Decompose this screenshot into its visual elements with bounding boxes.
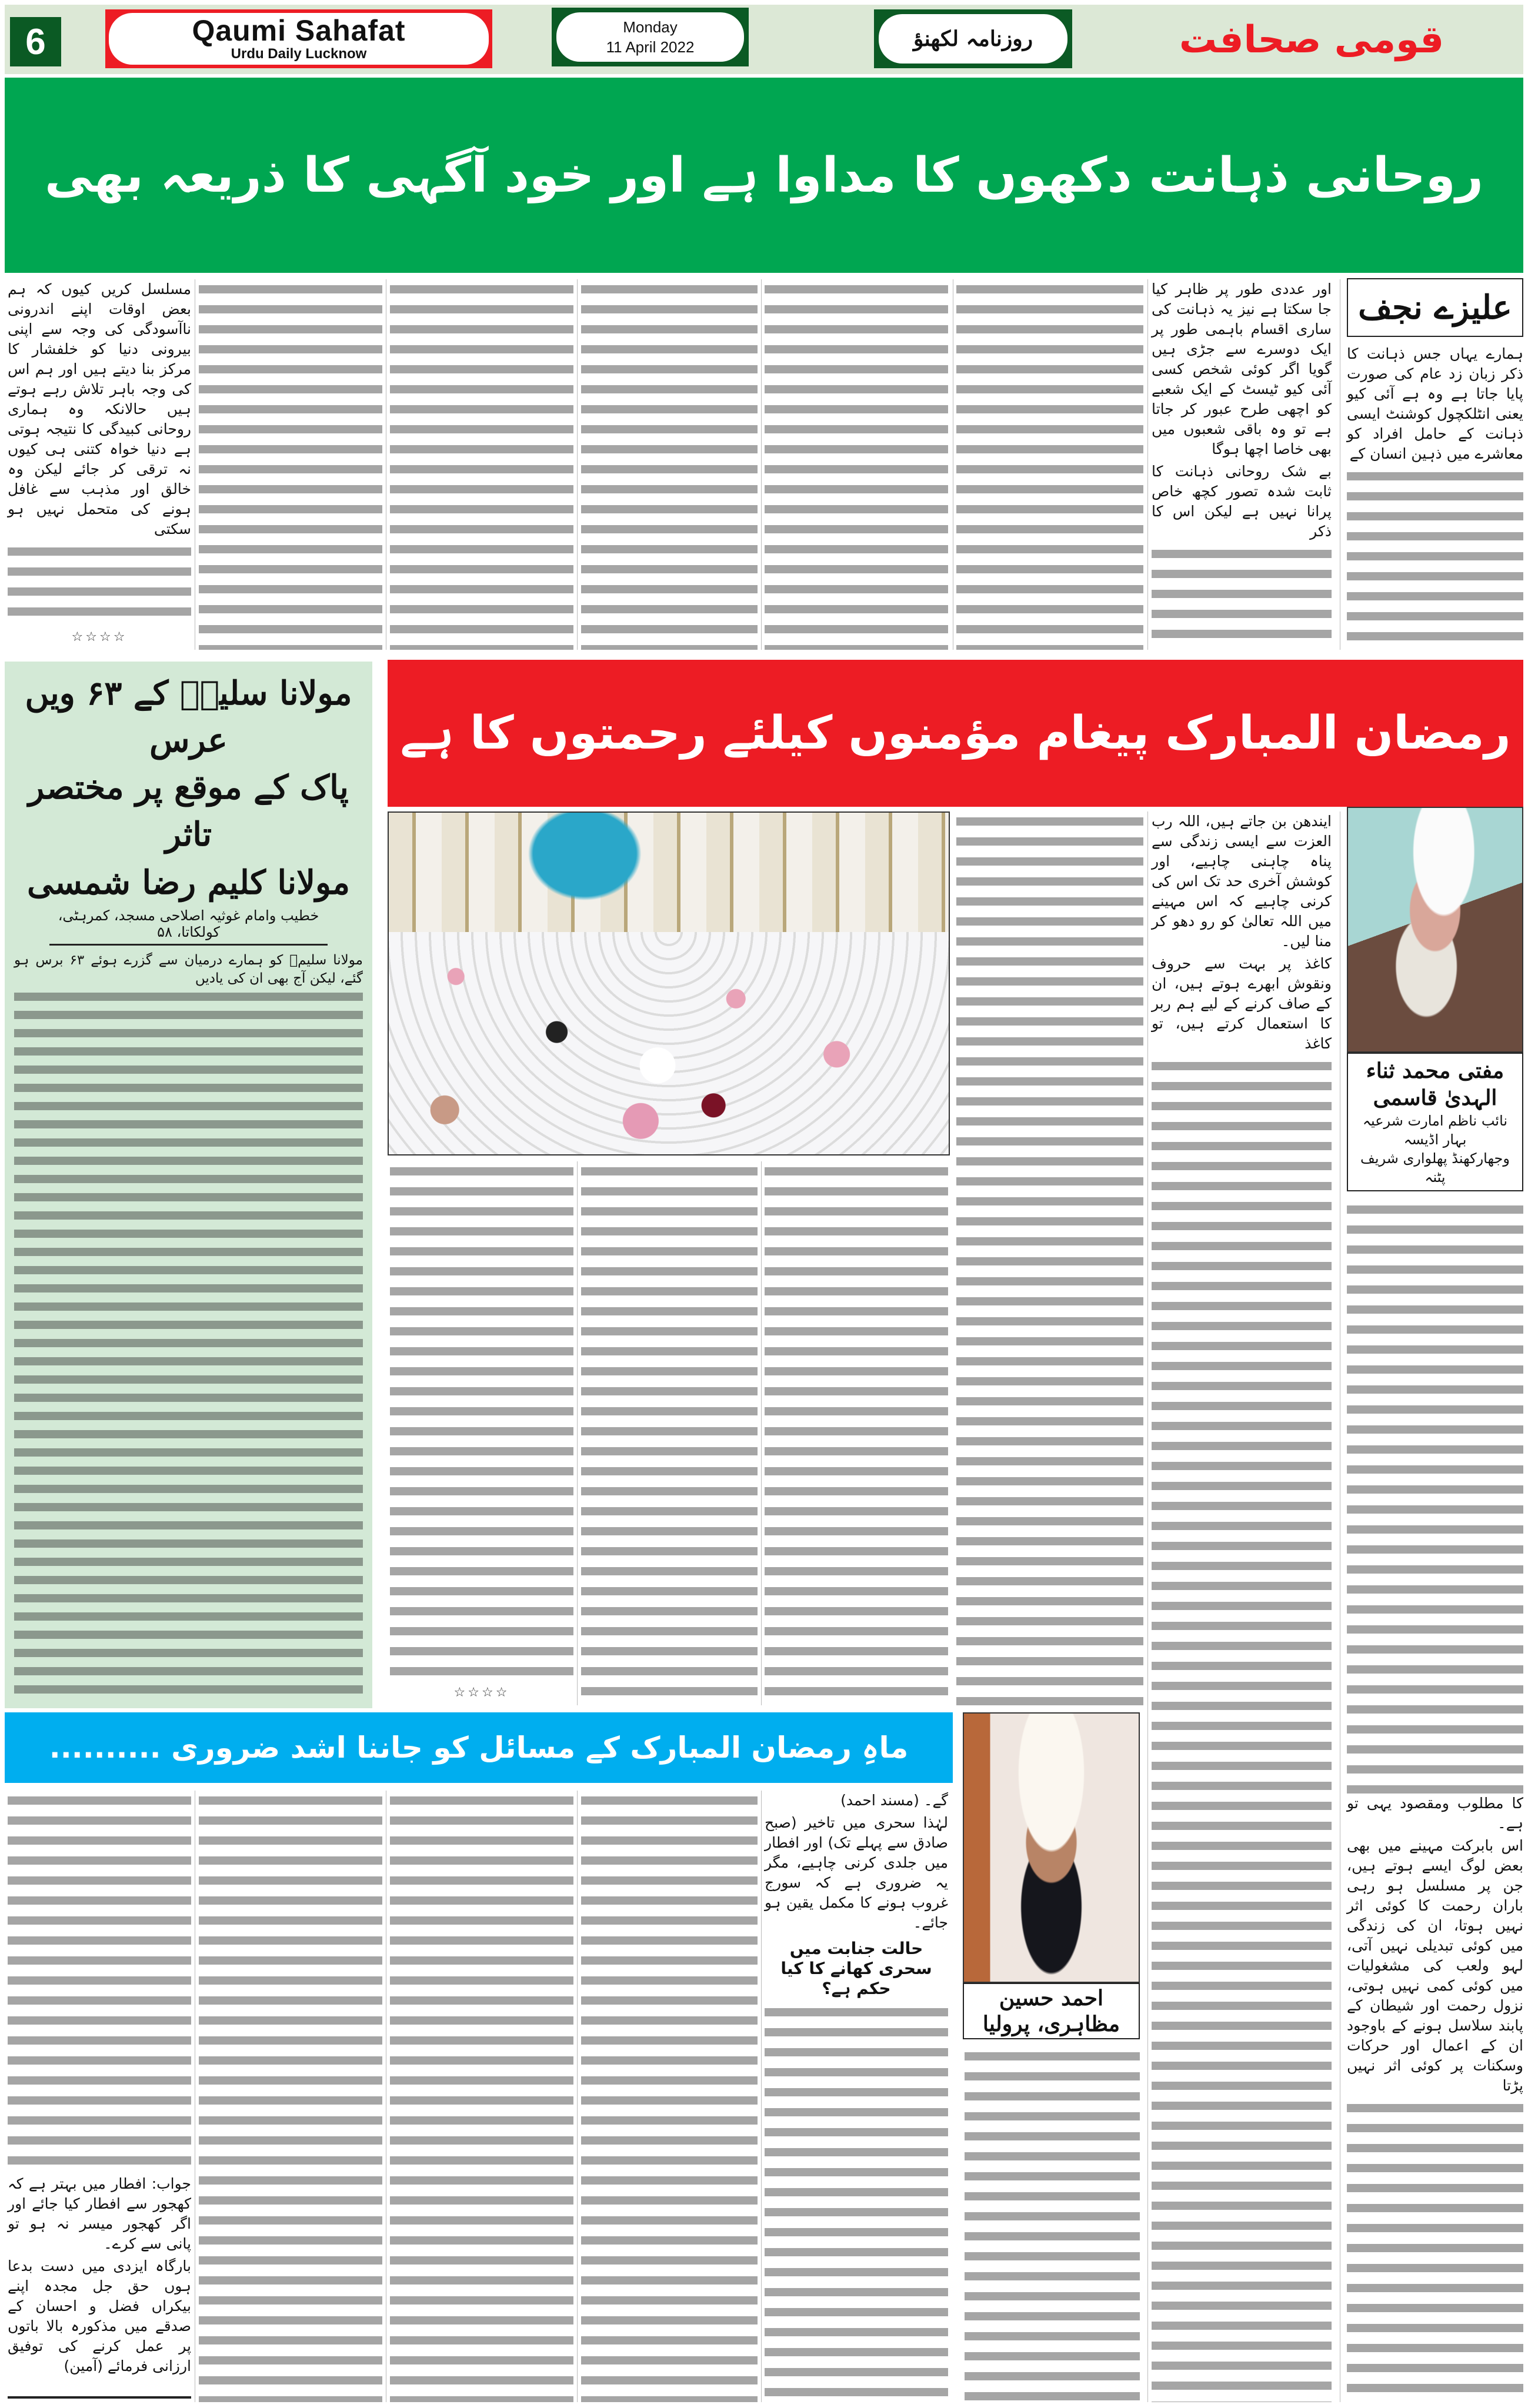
spiritual-headline-band	[5, 78, 1523, 273]
text-lines	[8, 542, 191, 625]
ramzan-column-5	[581, 1161, 758, 1705]
column-text	[8, 279, 191, 542]
ahmad-portrait-photo	[963, 1712, 1140, 1983]
spiritual-column-1	[1347, 344, 1523, 650]
text-lines	[390, 1791, 573, 2402]
text-lines	[8, 1791, 191, 2174]
text-lines	[581, 1791, 758, 2402]
spiritual-column-6	[390, 279, 573, 650]
english-title-box	[105, 9, 492, 68]
mufti-portrait-photo	[1347, 807, 1523, 1053]
paragraph: کاغذ پر بہت سے حروف ونقوش ابھرے ہوتے ہیں، ان کے صاف کرنے کے لیے ہم ربر کا استعمال کرتے ہیں، تو کاغذ	[1152, 955, 1332, 1052]
paragraph: بارگاہ ایزدی میں دست بدعا ہوں حق جل مجدہ اپنے بیکراں فضل و احسان کے صدقے میں مذکورہ بالا باتوں پر عمل کرنے کی توفیق ارزانی فرمائے (آمین)	[8, 2257, 191, 2374]
maulana-headline-line-1: مولانا سلیمؒ کے ۶۳ ویں عرس	[25, 674, 352, 760]
spiritual-column-3	[956, 279, 1143, 650]
masail-column-5	[8, 1791, 191, 2379]
paragraph: مسلسل کریں کیوں کہ ہم بعض اوقات اپنے اندرونی ناآسودگی کی وجہ سے اپنی بیرونی دنیا کو خلفشار کا مرکز بنا دیتے ہیں اور ہم اس کی وجہ باہر تلاش رہے ہوتے ہیں حالانکہ وہ ہماری روحانی کبیدگی کا نتیجہ ہوتی ہے دنیا خواہ کتنی ہی کیوں نہ ترقی کر جائے لیکن وہ خالق اور مذہب سے غافل ہونے کی متحمل نہیں ہو سکتی	[8, 280, 191, 537]
maulana-designation: خطیب وامام غوثیہ اصلاحی مسجد، کمرہٹی، کولکاتا، ۵۸	[49, 907, 328, 946]
mufti-title-line: نائب ناظم امارت شرعیہ بہار اڈیسہ	[1362, 1113, 1508, 1148]
end-stars: ☆☆☆☆	[71, 630, 128, 644]
paragraph: جواب: افطار میں بہتر ہے کہ کھجور سے افطار کیا جائے اور اگر کھجور میسر نہ ہو تو پانی سے کرے۔	[8, 2175, 191, 2252]
paragraph: بے شک روحانی ذہانت کا ثابت شدہ تصور کچھ خاص پرانا نہیں ہے لیکن اس کا ذکر	[1152, 463, 1332, 540]
paragraph: اس بابرکت مہینے میں بھی بعض لوگ ایسے ہوتے ہیں، جن پر مسلسل ہو رہی باران رحمت کا کوئی اثر نہیں ہوتا، ان کی زندگی میں کوئی تبدیلی نہیں آتی، لہو ولعب کی مشغولیات میں کوئی کمی نہیں ہوتی، نزول رحمت اور شیطان کے پابند سلاسل ہونے کے باوجود ان کے اعمال اور حرکات وسکنات پر کوئی اثر نہیں پڑتا	[1347, 1837, 1523, 2094]
column-text	[8, 2174, 191, 2379]
text-lines	[765, 2002, 948, 2402]
english-subtitle: Urdu Daily Lucknow	[231, 46, 367, 62]
masail-headline: ماہِ رمضان المبارک کے مسائل کو جاننا اشد ضروری ..........	[49, 1731, 909, 1765]
paragraph: ہمارے یہاں جس ذہانت کا ذکر زبان زد عام کی صورت پایا جاتا ہے وہ ہے آئی کیو یعنی انٹلکچول کوشنٹ ایسی ذہانت کے حامل افراد کو معاشرے میں ذہین انسان کے	[1347, 345, 1523, 462]
date-box	[552, 8, 749, 66]
ramzan-column-1	[1152, 811, 1332, 2402]
text-lines	[581, 279, 758, 650]
column-divider	[761, 1791, 762, 2402]
maulana-body: مولانا سلیمؒ کو ہمارے درمیان سے گزرے ہوئے ۶۳ برس ہو گئے، لیکن آج بھی ان کی یادیں	[14, 953, 363, 986]
masail-column-2	[581, 1791, 758, 2402]
masail-question: حالت جنابت میں سحری کھانے کا کیا حکم ہے؟	[780, 1939, 932, 1998]
paragraph: ایندھن بن جاتے ہیں، اللہ رب العزت سے ایسی زندگی سے پناہ چاہنی چاہیے، اور کوشش آخری حد تک اس کی کرنی چاہیے کہ اس مہینے میں اللہ تعالیٰ کو رو دھو کر منا لیں۔	[1152, 813, 1332, 950]
english-title: Qaumi Sahafat	[192, 14, 406, 47]
mufti-name: مفتی محمد ثناء الہدیٰ قاسمی	[1366, 1058, 1504, 1110]
spiritual-column-5	[581, 279, 758, 650]
end-rule	[8, 2396, 191, 2399]
spiritual-column-8	[8, 279, 191, 650]
spiritual-column-4	[765, 279, 948, 650]
ramzan-headline: رمضان المبارک پیغام مؤمنوں کیلئے رحمتوں کا ہے	[400, 707, 1511, 760]
column-divider	[577, 279, 578, 650]
text-lines	[1152, 1056, 1332, 2402]
text-lines	[765, 279, 948, 650]
masail-column-6	[965, 2046, 1140, 2402]
masail-column-3	[390, 1791, 573, 2402]
mufti-title-line: وجھارکھنڈ پھلواری شریف پٹنہ	[1360, 1150, 1510, 1185]
column-divider	[1147, 279, 1148, 650]
column-divider	[1147, 811, 1148, 2402]
day-label: Monday	[623, 18, 678, 36]
spiritual-column-7	[199, 279, 382, 650]
spiritual-column-2	[1152, 279, 1332, 650]
column-divider	[577, 1791, 578, 2402]
column-divider	[761, 279, 762, 650]
ramzan-column-2	[956, 811, 1143, 1705]
text-lines	[390, 1161, 573, 1681]
column-divider	[761, 1161, 762, 1705]
text-lines	[965, 2046, 1140, 2402]
text-lines	[390, 279, 573, 650]
paragraph: لہٰذا سحری میں تاخیر (صبح صادق سے پہلے تک) اور افطار میں جلدی کرنی چاہیے، مگر یہ ضروری ہے کہ سورج غروب ہونے کا مکمل یقین ہو جائے۔	[765, 1814, 948, 1931]
column-divider	[577, 1161, 578, 1705]
text-lines	[1347, 2098, 1523, 2402]
column-text	[1347, 344, 1523, 466]
text-lines	[1347, 1200, 1523, 1794]
ramzan-column-4	[765, 1161, 948, 1705]
ahmad-caption: احمد حسین مظاہری، پرولیا	[963, 1983, 1140, 2039]
text-lines	[14, 988, 363, 1700]
rozname-box	[874, 9, 1072, 68]
mosque-prayer-photo	[388, 811, 950, 1155]
column-text	[1152, 811, 1332, 1056]
paragraph: کا مطلوب ومقصود یہی تو ہے۔	[1347, 1795, 1523, 1832]
text-lines	[956, 279, 1143, 650]
column-text	[1152, 279, 1332, 544]
text-lines	[199, 279, 382, 650]
end-stars: ☆☆☆☆	[453, 1685, 510, 1700]
text-lines	[956, 811, 1143, 1705]
maulana-author: مولانا کلیم رضا شمسی	[27, 863, 350, 902]
masail-column-4	[199, 1791, 382, 2402]
date-label: 11 April 2022	[606, 38, 695, 56]
text-lines	[765, 1161, 948, 1705]
text-lines	[199, 1791, 382, 2402]
newspaper-logo: قومی صحافت	[1179, 18, 1444, 62]
column-text	[1347, 1794, 1523, 2098]
text-lines	[581, 1161, 758, 1705]
paragraph: گے۔ (مسند احمد)	[840, 1792, 948, 1809]
ramzan-column-3	[1347, 1200, 1523, 2402]
maulana-headline-line-2: پاک کے موقع پر مختصر تاثر	[28, 768, 349, 854]
spiritual-author: علیزے نجف	[1347, 278, 1523, 337]
spiritual-headline: روحانی ذہانت دکھوں کا مداوا ہے اور خود آگہی کا ذریعہ بھی	[45, 147, 1483, 203]
rozname-label: روزنامہ لکھنؤ	[913, 26, 1033, 51]
masail-headline-band	[5, 1712, 953, 1783]
ramzan-column-6	[390, 1161, 573, 1705]
text-lines	[1152, 544, 1332, 650]
text-lines	[1347, 466, 1523, 650]
ramzan-headline-band	[388, 660, 1523, 807]
page-number: 6	[10, 17, 61, 66]
column-text	[765, 1791, 948, 1935]
maulana-article	[5, 662, 372, 1708]
paragraph: اور عددی طور پر ظاہر کیا جا سکتا ہے نیز یہ ذہانت کی ساری اقسام باہمی طور پر ایک دوسرے سے جڑی ہیں گویا اگر کوئی شخص کسی آئی کیو ٹیسٹ کے ایک شعبے کو اچھی طرح عبور کر جاتا ہے تو وہ باقی شعبوں میں بھی خاصا اچھا ہوگا	[1152, 280, 1332, 457]
mufti-caption	[1347, 1053, 1523, 1191]
masail-column-1	[765, 1791, 948, 2402]
